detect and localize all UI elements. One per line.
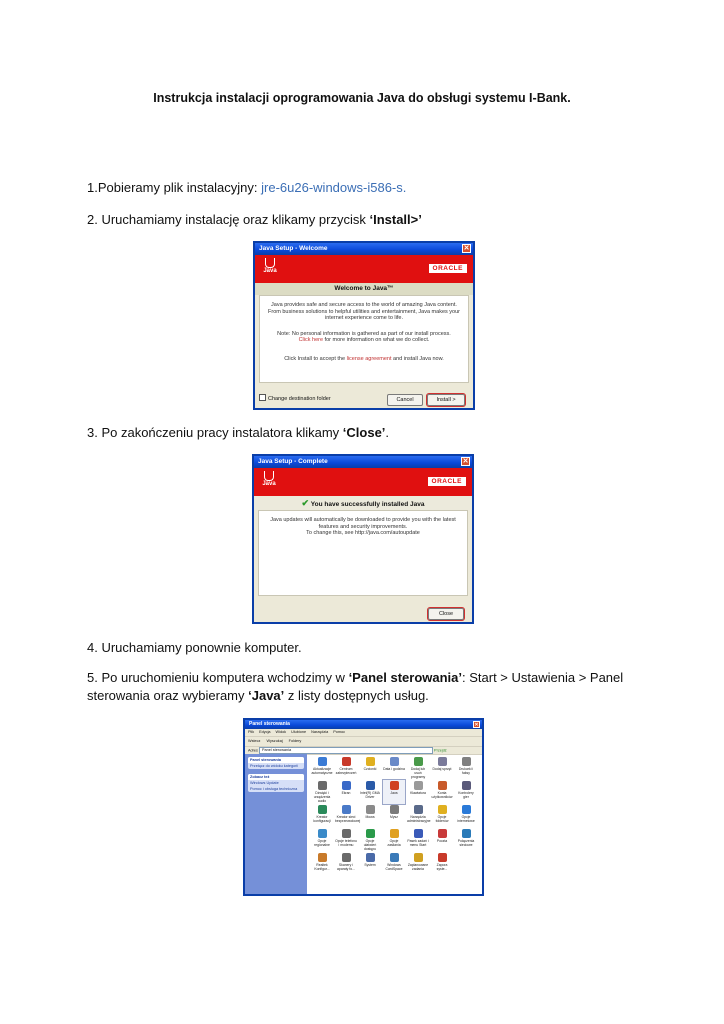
help-support-link[interactable]: Pomoc i obsługa techniczna	[250, 787, 298, 791]
page-title: Instrukcja instalacji oprogramowania Java do obsługi systemu I-Bank.	[153, 91, 571, 105]
control-panel-item[interactable]	[335, 804, 361, 828]
side-box-control-panel	[248, 757, 304, 769]
control-panel-item[interactable]	[335, 756, 357, 780]
control-panel-item[interactable]	[455, 804, 477, 828]
java-control-panel-item[interactable]	[383, 780, 405, 804]
applet-icon	[414, 781, 423, 790]
complete-titlebar-text: Java Setup - Complete	[258, 458, 328, 465]
applet-icon	[342, 853, 351, 862]
control-panel-item-label: Skanery i aparaty fo...	[337, 863, 355, 871]
toolbar-button[interactable]: Wyszukaj	[266, 739, 283, 743]
control-panel-item-label: Opcje zasilania	[387, 839, 401, 847]
applet-icon	[438, 781, 447, 790]
control-panel-item-label: Dodaj sprzęt	[432, 767, 452, 771]
control-panel-item[interactable]	[407, 828, 429, 852]
applet-icon	[342, 805, 351, 814]
step-1-text: 1.Pobieramy plik instalacyjny:	[87, 180, 262, 195]
control-panel-item-label: Drukarki i faksy	[458, 767, 474, 775]
applet-icon	[390, 757, 399, 766]
control-panel-item[interactable]	[311, 780, 333, 804]
control-panel-icon-grid	[311, 756, 480, 892]
control-panel-item[interactable]	[359, 852, 381, 876]
control-panel-item[interactable]	[407, 804, 429, 828]
control-panel-item[interactable]	[431, 804, 453, 828]
complete-heading-text: You have successfully installed Java	[310, 501, 425, 508]
control-panel-item-label: Opcje telefonu i modemu	[335, 839, 357, 847]
welcome-note-2: for more information on what we do collect.	[323, 337, 430, 343]
control-panel-item[interactable]	[359, 804, 381, 828]
close-button[interactable]: Close	[428, 608, 464, 620]
control-panel-item[interactable]	[335, 852, 357, 876]
control-panel-item[interactable]	[455, 780, 477, 804]
step-5-text-b: : Start > Ustawienia > Panel	[462, 670, 624, 685]
checkbox-label: Change destination folder	[268, 396, 331, 402]
applet-icon	[318, 805, 327, 814]
applet-icon	[414, 829, 423, 838]
control-panel-item[interactable]	[311, 804, 333, 828]
java-banner	[254, 468, 472, 496]
menu-item[interactable]: Narzędzia	[311, 730, 329, 734]
control-panel-item[interactable]	[359, 756, 381, 780]
switch-to-category-view-link[interactable]: Przełącz do widoku kategorii	[250, 764, 299, 768]
control-panel-item[interactable]	[383, 804, 405, 828]
step-5-text-d: z listy dostępnych usług.	[284, 688, 429, 703]
control-panel-item-label: Kontrolery gier	[458, 791, 474, 799]
applet-icon	[438, 829, 447, 838]
see-also-header: Zobacz też	[248, 774, 304, 780]
control-panel-item-label: Narzędzia administracyjne	[407, 815, 431, 823]
menu-item[interactable]: Widok	[275, 730, 287, 734]
menu-item[interactable]: Ulubione	[291, 730, 307, 734]
control-panel-item[interactable]	[311, 756, 333, 780]
applet-icon	[462, 757, 471, 766]
control-panel-item-label: Zaplanowane zadania	[407, 863, 429, 871]
toolbar-button[interactable]: Foldery	[288, 739, 302, 743]
installer-file-link[interactable]: jre-6u26-windows-i586-s.	[261, 180, 407, 195]
go-button[interactable]: Przejdź	[434, 748, 447, 753]
side-box-see-also	[248, 774, 304, 792]
applet-icon	[390, 781, 399, 790]
control-panel-item[interactable]	[407, 780, 429, 804]
applet-icon	[342, 829, 351, 838]
control-panel-item[interactable]	[407, 756, 429, 780]
menu-bar	[245, 729, 482, 737]
control-panel-item[interactable]	[431, 828, 453, 852]
control-panel-body	[245, 754, 482, 894]
oracle-logo: ORACLE	[428, 477, 466, 486]
control-panel-item-label: Realtek Konfigur...	[314, 863, 330, 871]
step-2	[87, 212, 422, 228]
control-panel-item-label: Poczta	[436, 839, 448, 843]
applet-icon	[414, 757, 423, 766]
control-panel-window	[243, 718, 484, 896]
applet-icon	[438, 805, 447, 814]
welcome-titlebar-text: Java Setup - Welcome	[259, 245, 328, 252]
menu-item[interactable]: Edycja	[259, 730, 271, 734]
control-panel-item-label: Dźwięki i urządzenia audio	[313, 791, 331, 803]
applet-icon	[390, 829, 399, 838]
control-panel-item[interactable]	[335, 828, 357, 852]
control-panel-item[interactable]	[311, 852, 333, 876]
control-panel-item-label: Opcje regionalne	[314, 839, 330, 847]
welcome-note: Note: No personal information is gathered as part of our install process.	[277, 330, 451, 337]
control-panel-item[interactable]	[455, 756, 477, 780]
control-panel-item[interactable]	[383, 828, 405, 852]
applet-icon	[462, 781, 471, 790]
applet-icon	[366, 853, 375, 862]
step-5-text-a: 5. Po uruchomieniu komputera wchodzimy w	[87, 670, 349, 685]
java-setup-complete-window	[252, 454, 474, 624]
step-4: 4. Uruchamiamy ponownie komputer.	[87, 640, 302, 655]
control-panel-item-label: Intel(R) GMA Driver	[360, 791, 380, 799]
control-panel-item-label: Opcje ułatwień dostępu	[363, 839, 377, 851]
toolbar-button[interactable]: Wstecz	[248, 739, 261, 743]
oracle-logo: ORACLE	[429, 264, 467, 273]
step-5-line-1	[87, 670, 623, 686]
step-3-text: 3. Po zakończeniu pracy instalatora klikamy	[87, 425, 343, 440]
step-5-line-2	[87, 688, 429, 704]
side-box-header: Panel sterowania	[248, 757, 304, 763]
side-panel	[245, 754, 307, 894]
control-panel-item-label: System	[364, 863, 376, 867]
welcome-para-2	[266, 331, 462, 344]
control-panel-item-label: Pasek zadań i menu Start	[407, 839, 429, 847]
welcome-para-1: Java provides safe and secure access to the world of amazing Java content. From business solutions to helpful utilities and entertainment, Java makes your internet experience come to life.	[268, 302, 460, 321]
control-panel-item[interactable]	[431, 852, 453, 876]
control-panel-item-label: Opcje internetowe	[457, 815, 475, 823]
step-5-text-c: sterowania oraz wybieramy	[87, 688, 249, 703]
control-panel-item-label: Windows CardSpace	[385, 863, 403, 871]
applet-icon	[318, 757, 327, 766]
control-panel-item[interactable]	[359, 780, 381, 804]
control-panel-item-label: Dodaj lub usuń programy	[410, 767, 426, 779]
control-panel-item-label: Konta użytkowników	[431, 791, 453, 799]
applet-icon	[438, 853, 447, 862]
welcome-content	[259, 295, 469, 383]
control-panel-item[interactable]	[359, 828, 381, 852]
menu-item[interactable]: Plik	[248, 730, 255, 734]
control-panel-item[interactable]	[311, 828, 333, 852]
control-panel-item-label: Data i godzina	[383, 767, 405, 771]
step-2-text: 2. Uruchamiamy instalację oraz klikamy przycisk	[87, 212, 370, 227]
java-setup-welcome-window	[253, 241, 475, 410]
complete-button-bar	[254, 604, 472, 622]
step-3-end: .	[385, 425, 390, 440]
applet-icon	[318, 829, 327, 838]
control-panel-item-label: Klawiatura	[410, 791, 426, 795]
control-panel-item-label: Czcionki	[363, 767, 377, 771]
applet-icon	[342, 781, 351, 790]
applet-icon	[366, 781, 375, 790]
complete-heading	[254, 496, 472, 510]
install-prompt: Click Install to accept the	[284, 355, 347, 362]
applet-icon	[318, 853, 327, 862]
control-panel-item[interactable]	[431, 756, 453, 780]
applet-icon	[438, 757, 447, 766]
license-agreement-link[interactable]: license agreement	[346, 355, 392, 362]
applet-icon	[366, 829, 375, 838]
welcome-titlebar	[255, 243, 473, 255]
applet-icon	[342, 757, 351, 766]
java-logo-icon: Java	[263, 258, 277, 275]
complete-content	[258, 510, 468, 596]
control-panel-item[interactable]	[383, 756, 405, 780]
control-panel-item-label: Ekran	[341, 791, 351, 795]
menu-item[interactable]: Pomoc	[333, 730, 346, 734]
applet-icon	[462, 805, 471, 814]
control-panel-item-label: Kreator konfiguracji	[313, 815, 331, 823]
checkmark-icon: ✔	[301, 498, 310, 508]
control-panel-item[interactable]	[335, 780, 357, 804]
applet-icon	[318, 781, 327, 790]
step-3-close-label: ‘Close’	[342, 425, 386, 440]
applet-icon	[462, 829, 471, 838]
control-panel-item[interactable]	[407, 852, 429, 876]
welcome-button-bar	[255, 390, 473, 408]
applet-icon	[414, 853, 423, 862]
control-panel-item-label: Mysz	[390, 815, 398, 819]
complete-para-2: To change this, see http://java.com/autoupdate	[306, 530, 420, 536]
control-panel-item-label: Centrum zabezpieczeń	[335, 767, 357, 775]
control-panel-item[interactable]	[455, 828, 477, 852]
click-here-link[interactable]: Click here	[298, 337, 324, 343]
control-panel-titlebar	[245, 720, 482, 729]
control-panel-item-label: Aktualizacje automatyczne	[311, 767, 333, 775]
java-logo-icon: Java	[262, 471, 276, 488]
control-panel-item[interactable]	[431, 780, 453, 804]
windows-update-link[interactable]: Windows Update	[250, 781, 279, 785]
control-panel-item-label: Zapora syste...	[436, 863, 448, 871]
address-label: Adres	[248, 748, 258, 753]
control-panel-item-label: Opcje folderów	[435, 815, 449, 823]
address-input[interactable]: Panel sterowania	[259, 747, 433, 754]
applet-icon	[390, 853, 399, 862]
install-button[interactable]: Install >	[427, 394, 465, 406]
install-prompt-2: and install Java now.	[391, 355, 444, 362]
control-panel-item-label: Java	[390, 791, 398, 795]
close-icon[interactable]: ✕	[463, 245, 470, 252]
control-panel-titlebar-text: Panel sterowania	[249, 721, 290, 727]
step-3	[87, 425, 389, 441]
applet-icon	[366, 757, 375, 766]
applet-icon	[414, 805, 423, 814]
complete-titlebar	[254, 456, 472, 468]
control-panel-item-label: Mowa	[365, 815, 375, 819]
change-destination-checkbox[interactable]	[259, 394, 331, 402]
step-1	[87, 180, 406, 196]
java-banner	[255, 255, 473, 283]
welcome-para-3	[266, 356, 462, 363]
control-panel-item-label: Kreator sieci bezprzewodowej	[335, 815, 361, 823]
close-icon[interactable]: ✕	[474, 722, 479, 728]
step-2-install-label: ‘Install>’	[369, 212, 422, 227]
toolbar	[245, 737, 482, 747]
step-5-control-panel-label: ‘Panel sterowania’	[348, 670, 462, 685]
control-panel-item-label: Połączenia sieciowe	[457, 839, 475, 847]
cancel-button[interactable]: Cancel	[387, 394, 423, 406]
step-5-java-label: ‘Java’	[248, 688, 285, 703]
applet-icon	[366, 805, 375, 814]
complete-para-1: Java updates will automatically be downloaded to provide you with the latest features and security improvements.	[270, 517, 456, 530]
welcome-heading: Welcome to Java™	[255, 283, 473, 295]
control-panel-item[interactable]	[383, 852, 405, 876]
applet-icon	[390, 805, 399, 814]
close-icon[interactable]: ✕	[462, 458, 469, 465]
